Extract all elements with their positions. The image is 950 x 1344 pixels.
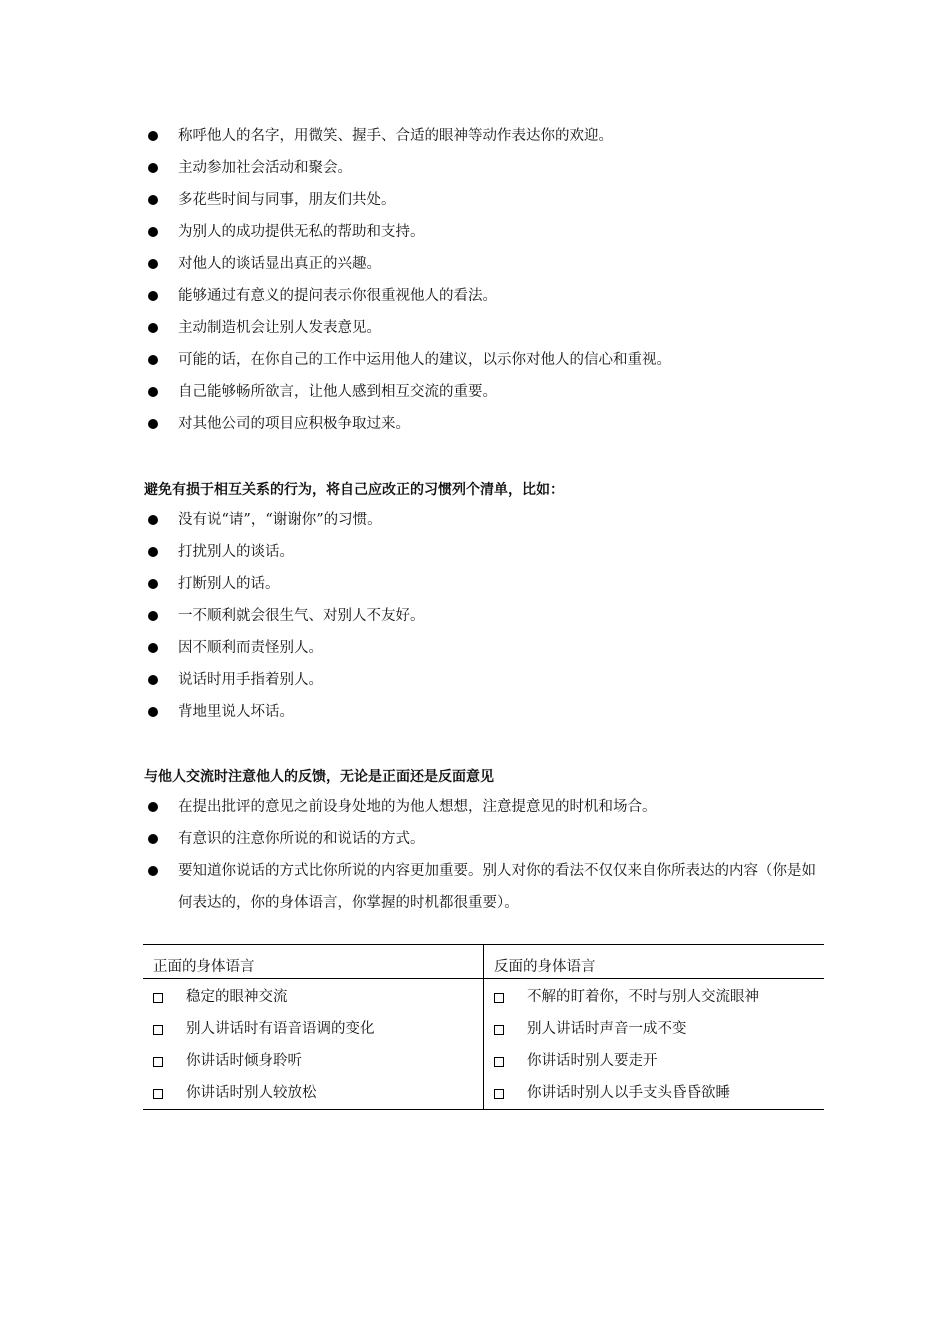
bullet-icon [148,611,158,621]
bullet-icon [148,419,158,429]
list-item: 能够通过有意义的提问表示你很重视他人的看法。 [144,280,824,312]
section-heading-avoid-habits: 避免有损于相互关系的行为，将自己应改正的习惯列个清单，比如： [144,482,564,498]
body-language-table [143,944,824,1110]
list-item: 因不顺利而责怪别人。 [144,632,824,664]
list-item: 说话时用手指着别人。 [144,664,824,696]
bullet-icon [148,547,158,557]
table-row: 你讲话时别人较放松 [143,1077,483,1109]
list-item: 没有说“请”，“谢谢你”的习惯。 [144,504,824,536]
list-item: 有意识的注意你所说的和说话的方式。 [144,823,824,855]
checkbox-square-icon [494,1057,504,1067]
checkbox-square-icon [153,993,163,1003]
list-item: 要知道你说话的方式比你所说的内容更加重要。别人对你的看法不仅仅来自你所表达的内容（你是如何表达的，你的身体语言，你掌握的时机都很重要）。 [144,855,824,919]
table-row: 稳定的眼神交流 [143,981,483,1013]
bullet-icon [148,866,158,876]
list-item: 为别人的成功提供无私的帮助和支持。 [144,216,824,248]
table-row: 你讲话时别人要走开 [484,1045,824,1077]
bullet-icon [148,515,158,525]
table-row: 别人讲话时有语音语调的变化 [143,1013,483,1045]
list-item: 打断别人的话。 [144,568,824,600]
list-item: 背地里说人坏话。 [144,696,824,728]
bullet-icon [148,163,158,173]
list-item: 自己能够畅所欲言，让他人感到相互交流的重要。 [144,376,824,408]
list-item: 对他人的谈话显出真正的兴趣。 [144,248,824,280]
positive-column [143,979,484,1109]
table-row: 你讲话时别人以手支头昏昏欲睡 [484,1077,824,1109]
bullet-icon [148,291,158,301]
bullet-list-relationship-building [144,120,824,440]
bullet-icon [148,227,158,237]
bullet-list-feedback [144,791,824,919]
bullet-icon [148,802,158,812]
list-item: 主动参加社会活动和聚会。 [144,152,824,184]
checkbox-square-icon [153,1089,163,1099]
section-heading-feedback: 与他人交流时注意他人的反馈，无论是正面还是反面意见 [144,769,494,785]
bullet-list-bad-habits [144,504,824,728]
checkbox-square-icon [153,1025,163,1035]
bullet-icon [148,387,158,397]
bullet-icon [148,195,158,205]
bullet-icon [148,707,158,717]
bullet-icon [148,131,158,141]
checkbox-square-icon [494,1089,504,1099]
negative-column [484,979,824,1109]
checkbox-square-icon [153,1057,163,1067]
bullet-icon [148,834,158,844]
table-header-row [143,945,824,979]
checkbox-square-icon [494,993,504,1003]
bullet-icon [148,259,158,269]
bullet-icon [148,579,158,589]
list-item: 打扰别人的谈话。 [144,536,824,568]
bullet-icon [148,643,158,653]
bullet-icon [148,675,158,685]
column-header-positive: 正面的身体语言 [153,959,255,975]
table-row: 不解的盯着你，不时与别人交流眼神 [484,981,824,1013]
list-item: 主动制造机会让别人发表意见。 [144,312,824,344]
list-item: 一不顺利就会很生气、对别人不友好。 [144,600,824,632]
list-item: 在提出批评的意见之前设身处地的为他人想想，注意提意见的时机和场合。 [144,791,824,823]
list-item: 称呼他人的名字，用微笑、握手、合适的眼神等动作表达你的欢迎。 [144,120,824,152]
column-header-negative: 反面的身体语言 [494,959,596,975]
list-item: 多花些时间与同事，朋友们共处。 [144,184,824,216]
bullet-icon [148,323,158,333]
list-item: 可能的话，在你自己的工作中运用他人的建议，以示你对他人的信心和重视。 [144,344,824,376]
table-row: 别人讲话时声音一成不变 [484,1013,824,1045]
bullet-icon [148,355,158,365]
checkbox-square-icon [494,1025,504,1035]
list-item: 对其他公司的项目应积极争取过来。 [144,408,824,440]
table-row: 你讲话时倾身聆听 [143,1045,483,1077]
